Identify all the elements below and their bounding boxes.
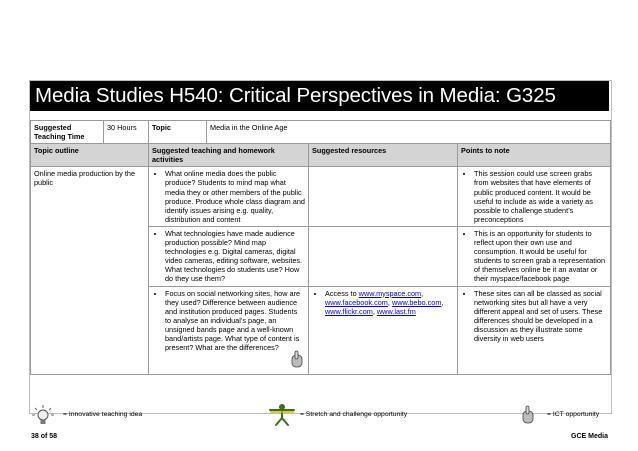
point-cell [458,167,611,227]
link-facebook[interactable]: www.facebook.com [325,297,388,307]
link-lastfm[interactable]: www.last.fm [376,306,416,316]
activity-item: • Focus on social networking sites, how are they used? Difference between audience and institution produced pages. Students to analyse an individual’s page, an unsigned bands page and a well-known band/artists page. What type of content is present? What are the differences? [165,289,305,353]
resource-cell [309,167,458,227]
table-row [31,167,611,227]
activity-cell [149,167,309,227]
activity-cell [149,226,309,286]
scheme-table [30,120,611,375]
topic-label: Topic [149,121,207,144]
resource-item: • Access to www.myspace.com, www.facebook.com, www.bebo.com, www.flickr.com, www.last.fm [325,289,454,316]
legend-innovative: = Innovative teaching idea [63,411,143,418]
activity-cell [149,286,309,374]
mouse-hand-icon [290,350,304,368]
meta-row [31,121,611,144]
lightbulb-icon [32,405,54,427]
brand-label: GCE Media [571,433,608,440]
topic-outline-cell: Online media production by the public [31,167,149,374]
link-myspace[interactable]: www.myspace.com [358,288,422,298]
header-points: Points to note [458,144,611,167]
legend-ict: = ICT opportunity [547,411,600,418]
header-resources: Suggested resources [309,144,458,167]
teaching-time-label: Suggested Teaching Time [31,121,104,144]
point-cell [458,226,611,286]
legend-stretch: = Stretch and challenge opportunity [300,411,408,418]
page-title: Media Studies H540: Critical Perspectives in Media: G325 [35,84,556,107]
legend-footer [30,405,610,431]
point-cell [458,286,611,374]
teaching-hours: 30 Hours [104,121,149,144]
point-item: • This session could use screen grabs from websites that have elements of public produced content. It would be useful to include as wide a variety as possible to challenge student’s preconceptions [474,169,607,224]
link-bebo[interactable]: www.bebo.com [391,297,442,307]
mouse-hand-icon [521,405,535,425]
activity-item: • What online media does the public produce? Students to mind map what media they or other members of the public produce. Produce whole class diagram and identify issues arising e.g. quality, distribution and content [165,169,305,224]
resource-prefix: Access to [325,288,359,298]
activity-item: • What technologies have made audience production possible? Mind map technologies e.g. Digital cameras, digital video cameras, editing software, websites. What technologies do students use? How do they use them? [165,229,305,284]
resource-cell [309,226,458,286]
header-outline: Topic outline [31,144,149,167]
page-number: 38 of 58 [31,433,58,440]
stretch-figure-icon [268,403,296,427]
title-bar [30,81,609,111]
resource-cell [309,286,458,374]
link-flickr[interactable]: www.flickr.com [325,306,373,316]
point-item: • These sites can all be classed as social networking sites but all have a very different appeal and set of users. These differences should be developed in a discussion as they illustrate some diversity in web users [474,289,607,344]
point-item: • This is an opportunity for students to reflect upon their own use and consumption. It would be useful for students to screen grab a representation of themselves online be it an avatar or their myspace/facebook page [474,229,607,284]
topic-value: Media in the Online Age [207,121,611,144]
header-row [31,144,611,167]
header-activities: Suggested teaching and homework activities [149,144,309,167]
